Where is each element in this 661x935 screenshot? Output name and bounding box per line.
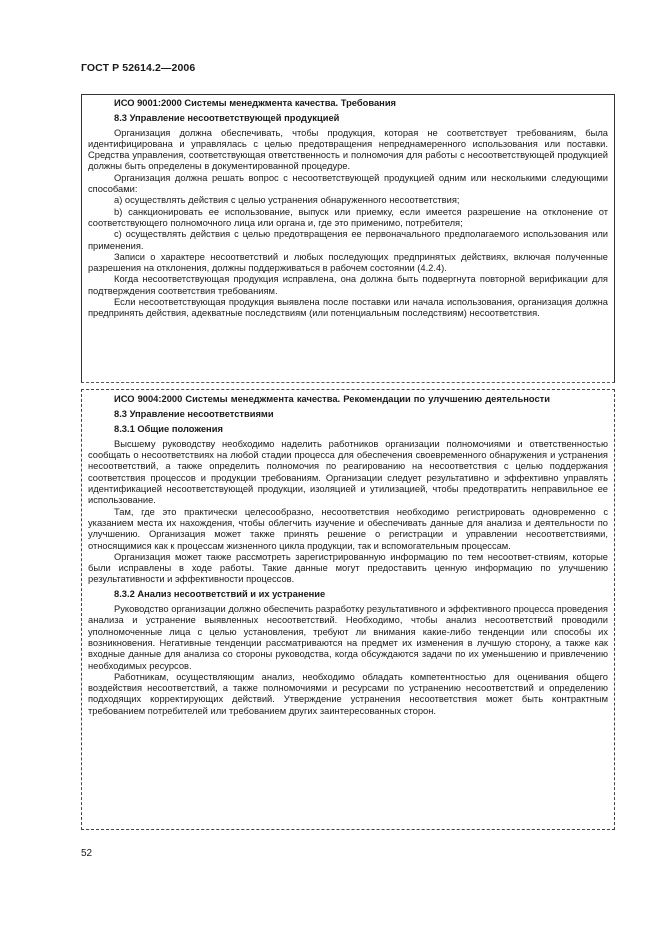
box2-paragraph: Работникам, осуществляющим анализ, необходимо обладать компетентностью для оценивания общего воздействия несоответствий, а также полномочиями и ресурсами по устранению несоответствий и определению подходящих корректирующих действий. Утверждение устранения несоответствия может быть контрактным требованием потребителей или требованием других заинтересованных сторон. [88, 671, 608, 716]
box2-paragraph: Там, где это практически целесообразно, несоответствия необходимо регистрировать одновременно с указанием места их нахождения, чтобы облегчить изучение и обеспечивать данные для анализа и деятельности по улучшению. Организация может также принять решение о регистрации и управлении несоответствиями, относящимися как к процессам жизненного цикла продукции, так и вспомогательным процессам. [88, 506, 608, 551]
box1-paragraph: Организация должна обеспечивать, чтобы продукция, которая не соответствует требованиям, была идентифицирована и управлялась с целью предотвращения непреднамеренного использования или поставки. Средства управления, соответствующая ответственность и полномочия для работы с несоответствующей продукцией должны быть определены в документированной процедуре. [88, 127, 608, 172]
box2-subsection-heading: 8.3.1 Общие положения [114, 423, 223, 434]
box2-paragraph: Высшему руководству необходимо наделить работников организации полномочиями и ответственностью сообщать о несоответствиях на любой стадии процесса для обеспечения своевременного обнаружения и устранения несоответствий, а также определить полномочия по реагированию на несоответствия с целью поддержания соответствия процессов и продукции требованиям. Организации следует результативно и эффективно управлять идентификацией несоответствующей продукции, изоляцией и утилизацией, чтобы предотвратить неправильное ее использование. [88, 438, 608, 506]
iso-9001-excerpt-box [81, 94, 615, 383]
page-number: 52 [81, 848, 93, 859]
box1-title: ИСО 9001:2000 Системы менеджмента качества. Требования [114, 98, 397, 108]
box2-section-heading: 8.3 Управление несоответствиями [114, 409, 274, 420]
box2-title: ИСО 9004:2000 Системы менеджмента качества. Рекомендации по улучшению деятельности [114, 394, 550, 404]
box1-paragraph: Если несоответствующая продукция выявлена после поставки или начала использования, организация должна предпринять действия, адекватные последствиям (или потенциальным последствиям) несоответствия. [88, 297, 608, 319]
box1-paragraph: Записи о характере несоответствий и любых последующих предпринятых действиях, включая полученные разрешения на отклонения, должны поддерживаться в рабочем состоянии (4.2.4). [88, 251, 608, 274]
box1-paragraph: Организация должна решать вопрос с несоответствующей продукцией одним или несколькими следующими способами: [88, 172, 608, 195]
box1-list-item-c: c) осуществлять действия с целью предотвращения ее первоначального предполагаемого использования или применения. [88, 229, 608, 251]
box1-section-heading: 8.3 Управление несоответствующей продукцией [114, 113, 340, 124]
box1-list-item-b: b) санкционировать ее использование, выпуск или приемку, если имеется разрешение на отклонение от соответствующего полномочного лица или органа и, где это применимо, потребителя; [88, 206, 608, 228]
box2-subsection-heading: 8.3.2 Анализ несоответствий и их устранение [114, 588, 326, 599]
box2-paragraph: Руководство организации должно обеспечить разработку результативного и эффективного процесса проведения анализа и устранение выявленных несоответствий. Необходимо, чтобы анализ несоответствий проводили уполномоченные лица с целью установления, требуют ли внимания какие-либо тенденции или способы их возникновения. Негативные тенденции рассматриваются на предмет их изменения в лучшую сторону, а также как входные данные для анализа со стороны руководства, когда обсуждаются задачи по их уменьшению и привлечению необходимых ресурсов. [88, 604, 608, 671]
iso-9004-excerpt-box [81, 389, 615, 830]
box1-paragraph: Когда несоответствующая продукция исправлена, она должна быть подвергнута повторной верификации для подтверждения соответствия требованиям. [88, 274, 608, 296]
box1-list-item-a: a) осуществлять действия с целью устранения обнаруженного несоответствия; [114, 195, 460, 206]
box2-paragraph: Организация может также рассмотреть зарегистрированную информацию по тем несоответ-ствиям, которые были исправлены в ходе работы. Такие данные могут предоставить ценную информацию по улучшению результативности и эффективности процессов. [88, 551, 608, 585]
document-header: ГОСТ Р 52614.2—2006 [81, 62, 196, 74]
